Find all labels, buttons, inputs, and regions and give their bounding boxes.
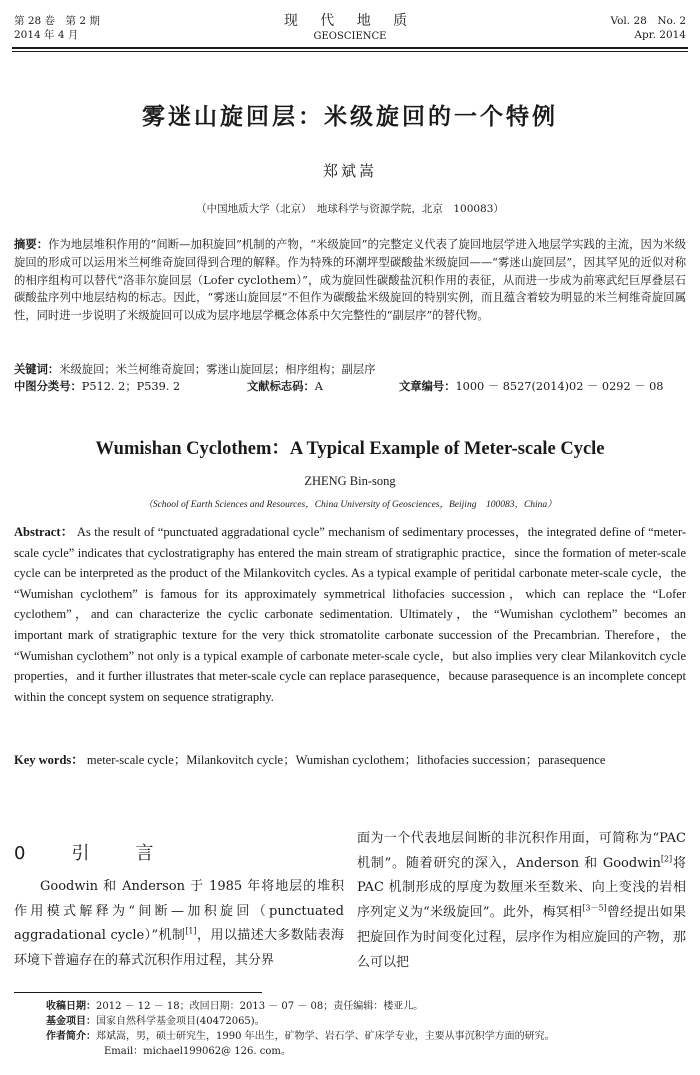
keywords-text-cn: 米级旋回；米兰柯维奇旋回；雾迷山旋回层；相序组构；副层序 — [59, 363, 376, 376]
issue-date: 2014 年 4 月 — [14, 29, 79, 41]
footnote-email: Email：michael199062@ 126. com。 — [104, 1046, 291, 1057]
abstract-label-en: Abstract： — [14, 525, 74, 539]
body-text: 面为一个代表地层间断的非沉积作用面，可简称为“PAC 机制”。随着研究的深入，Anderson 和 Goodwin — [357, 831, 686, 871]
keywords-label-cn: 关键词： — [14, 363, 60, 376]
paper-title-en: Wumishan Cyclothem：A Typical Example of Meter-scale Cycle — [95, 439, 605, 459]
journal-name-cn: 现 代 地 质 — [283, 13, 417, 29]
received-text: 2012 － 12 － 18；改回日期：2013 － 07 － 08；责任编辑：楼亚儿。 — [96, 1001, 424, 1012]
body-column-right — [357, 827, 686, 975]
article-number-label: 文章编号： — [399, 380, 456, 393]
body-text: ，用以描述大多数陆表海环境下普遍存在的幕式沉积作用过程，其分界 — [14, 928, 344, 969]
body-text: Goodwin 和 Anderson 于 1985 年将地层的堆积作用模式解释为“间断—加积旋回（punctuated aggradational cycle）”机制 — [14, 879, 344, 944]
abstract-text-en: As the result of “punctuated aggradational cycle” mechanism of sedimentary processes，the integrated define of “meter-scale cycle” indicates that cyclostratigraphy has entered the main stream of stratigraphic practice，since the formation of meter-scale cycle can be interpreted as the product of the Milankovitch cycles. As a typical example of peritidal carbonate meter-scale cycle，the “Wumishan cyclothem” is famous for its approximately symmetrical lithofacies succession，which can replace the “Lofer cyclothem”，and can characterize the cyclic carbonate sedimentation. Ultimately，the “Wumishan cyclothem” becomes an important mark of stratigraphic texture for the very thick stromatolite carbonate succession of the Precambrian. Therefore，the “Wumishan cyclothem” not only is a typical example of carbonate meter-scale cycle，but also implies very clear Milankovitch cycle properties，and it further illustrates that meter-scale cycle can replace parasequence，because parasequence is an incomplete concept within the concept system on sequence stratigraphy. — [14, 525, 687, 704]
footnote-received — [46, 999, 686, 1014]
affiliation-en: （School of Earth Sciences and Resources，China University of Geosciences，Beijing 100083，China） — [143, 500, 557, 510]
body-text: 曾经提出如果把旋回作为时间变化过程，层序作为相应旋回的产物，那么可以把 — [357, 905, 686, 970]
article-number-value: 1000 － 8527(2014)02 － 0292 － 08 — [455, 380, 664, 393]
document-code — [247, 378, 323, 395]
body-column-left — [14, 875, 344, 974]
keywords-cn — [14, 361, 686, 378]
affiliation-cn: （中国地质大学（北京） 地球科学与资源学院，北京 100083） — [196, 203, 504, 215]
author-bio-label: 作者简介： — [46, 1031, 96, 1042]
issue-date-en: Apr. 2014 — [634, 29, 686, 41]
author-name-en: ZHENG Bin-song — [304, 474, 396, 488]
author-name-cn: 郑斌嵩 — [322, 162, 377, 180]
keywords-label-en: Key words： — [14, 753, 84, 767]
volume-issue: 第 28 卷 第 2 期 — [14, 15, 100, 27]
footnote-fund — [46, 1014, 686, 1029]
clc-value: P512. 2；P539. 2 — [81, 380, 181, 393]
header-rule-thin — [12, 51, 688, 52]
journal-volume-en — [610, 14, 686, 42]
abstract-text-cn: 作为地层堆积作用的“间断—加积旋回”机制的产物，“米级旋回”的完整定义代表了旋回地层学进入地层学实践的主流，因为米级旋回的形成可以运用米兰柯维奇旋回得到合理的解释。作为特殊的环潮坪型碳酸盐米级旋回——“雾迷山旋回层”，因其罕见的近似对称的相序组构可以替代“洛菲尔旋回层（Lofer cyclothem）”，成为旋回性碳酸盐沉积作用的表征，从而进一步成为前寒武纪巨厚叠层石碳酸盐序列中地层结构的标志。因此，“雾迷山旋回层”不但作为碳酸盐米级旋回的特别实例，而且蕴含着较为明显的米兰柯维奇旋回属性，同时进一步说明了米级旋回可以成为层序地层学概念体系中欠完整性的“副层序”的替代物。 — [14, 238, 686, 323]
header-rule-thick — [12, 47, 688, 49]
abstract-label-cn: 摘要： — [14, 238, 49, 251]
keywords-text-en: meter-scale cycle；Milankovitch cycle；Wumishan cyclothem；lithofacies succession；parasequence — [86, 753, 606, 767]
abstract-en — [14, 522, 686, 707]
footnote-rule — [14, 992, 262, 993]
keywords-en — [14, 750, 686, 771]
citation-ref: [1] — [185, 927, 197, 937]
journal-name — [0, 12, 700, 43]
author-bio-text: 郑斌嵩，男，硕士研究生，1990 年出生，矿物学、岩石学、矿床学专业，主要从事沉积学方面的研究。 — [96, 1031, 555, 1042]
classification-row — [14, 378, 686, 395]
journal-name-en: GEOSCIENCE — [313, 31, 387, 42]
clc-label: 中图分类号： — [14, 380, 82, 393]
doc-code-value: A — [314, 380, 323, 393]
doc-code-label: 文献标志码： — [247, 380, 315, 393]
clc-number — [14, 378, 180, 395]
received-label: 收稿日期： — [46, 1001, 96, 1012]
footnote-author-bio — [46, 1029, 686, 1044]
citation-ref: [2] — [660, 854, 673, 864]
fund-text: 国家自然科学基金项目(40472065)。 — [96, 1016, 265, 1027]
body-text: 将 PAC 机制形成的厚度为数厘米至数米、向上变浅的岩相序列定义为“米级旋回”。此外，梅冥相 — [357, 855, 686, 921]
article-number — [399, 378, 664, 395]
citation-ref: [3－5] — [582, 903, 607, 913]
volume-issue-en: Vol. 28 No. 2 — [610, 15, 686, 27]
abstract-cn — [14, 236, 686, 325]
section-heading-introduction: 0 引 言 — [14, 843, 168, 864]
paper-title-cn: 雾迷山旋回层：米级旋回的一个特例 — [142, 104, 558, 130]
fund-label: 基金项目： — [46, 1016, 96, 1027]
